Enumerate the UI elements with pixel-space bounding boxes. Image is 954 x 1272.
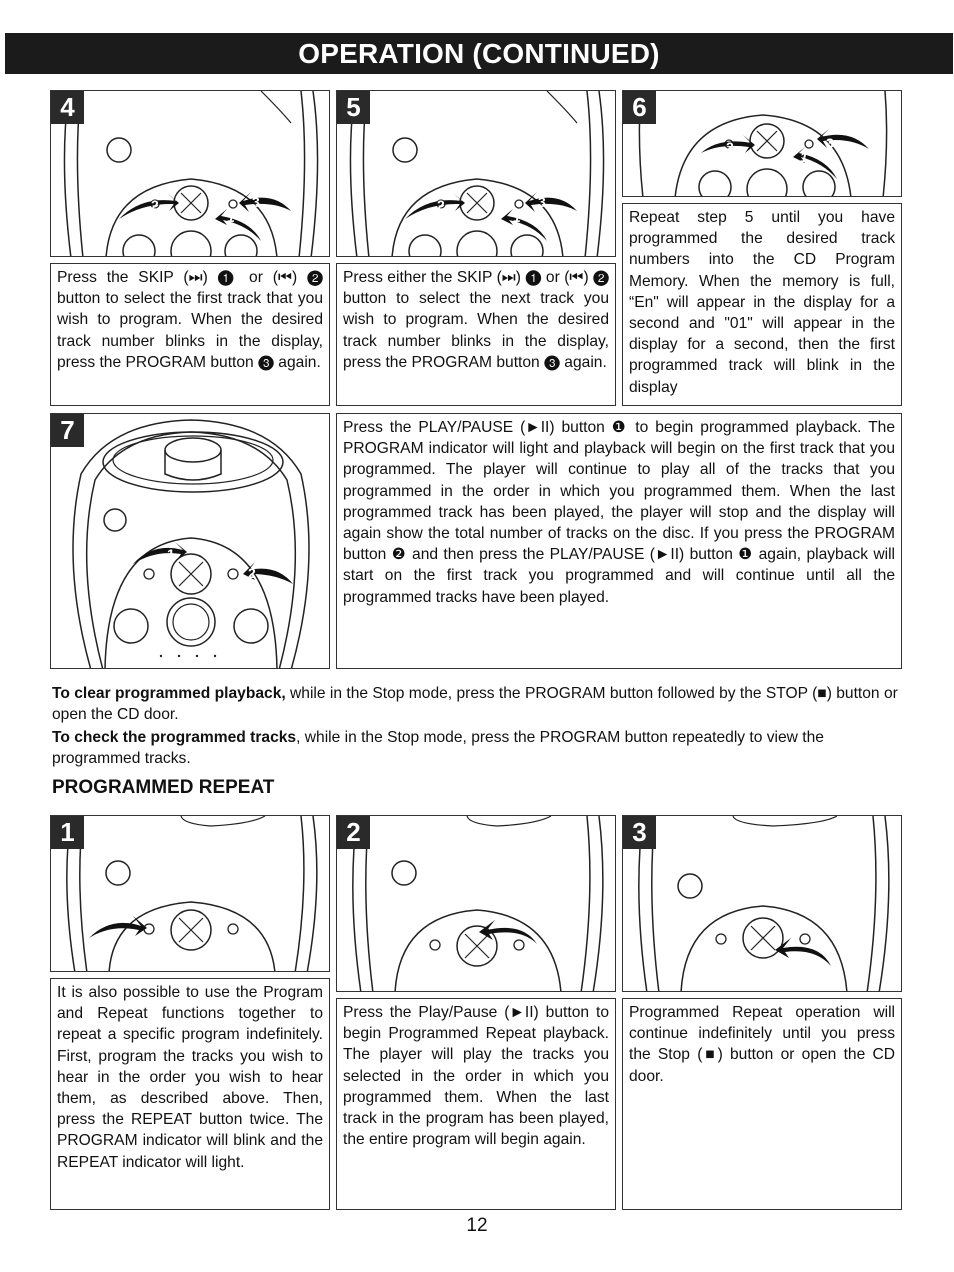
step-number: 3 [623,816,656,849]
callout-label: 2 [726,139,734,155]
repeat-step-3-text: Programmed Repeat operation will continue indefinitely until you press the Stop (■) button or open the CD door. [622,998,902,1210]
note-heading: To check the programmed tracks [52,729,297,746]
section-title: PROGRAMMED REPEAT [52,777,275,798]
page-title: OPERATION (CONTINUED) [5,33,953,74]
cd-player-illustration [51,816,330,972]
callout-label: 2 [248,565,256,581]
page-number: 12 [466,1215,488,1236]
step-4-text: Press the SKIP (⏭) ❶ or (⏮) ❷ button to select the first track that you wish to program. When the desired track number blinks in the display, press the PROGRAM button ❸ again. [50,263,330,406]
step-number: 7 [51,414,84,447]
cd-player-illustration [51,91,330,257]
step-7-text: Press the PLAY/PAUSE (►II) button ❶ to begin programmed playback. The PROGRAM indicator will light and playback will begin on the first track that you programmed. The player will continue to play all of the tracks that you programmed in the order in which you programmed them. When the last programmed track has been played, the player will stop and the display will again show the total number of tracks on the disc. If you press the PROGRAM button ❷ and then press the PLAY/PAUSE (►II) button ❶ again, playback will start on the first track you programmed and will continue until all the programmed tracks have been played. [336,413,902,669]
step-number: 2 [337,816,370,849]
repeat-step-1-illustration [50,815,330,972]
note-text: while in the Stop mode, press the PROGRAM button followed by the STOP (■) button or open the CD door. [52,685,898,723]
repeat-step-3-illustration [622,815,902,992]
step-5-illustration [336,90,616,257]
callout-label: 2 [151,197,159,213]
cd-player-illustration [623,816,902,992]
step-number: 6 [623,91,656,124]
step-number: 5 [337,91,370,124]
step-number: 1 [51,816,84,849]
note-text: , while in the Stop mode, press the PROGRAM button repeatedly to view the programmed tracks. [52,729,824,767]
repeat-step-1-text: It is also possible to use the Program and Repeat functions together to repeat a specific program indefinitely. First, program the tracks you wish to hear in the order you wish to hear them, as described above. Then, press the REPEAT button twice. The PROGRAM indicator will blink and the REPEAT indicator will light. [50,978,330,1210]
callout-label: 1 [800,149,808,165]
step-7-illustration [50,413,330,669]
callout-label: 3 [826,135,834,151]
step-4-illustration [50,90,330,257]
callout-label: 1 [227,209,235,225]
callout-label: 3 [538,194,546,210]
step-6-illustration [622,90,902,197]
clear-program-note [52,683,902,725]
cd-player-illustration [337,816,616,992]
cd-player-illustration [337,91,616,257]
repeat-step-2-text: Press the Play/Pause (►II) button to begin Programmed Repeat playback. The player will play the tracks you selected in the order in which you programmed them. When the last track in the program has been played, the entire program will begin again. [336,998,616,1210]
cd-player-illustration [623,91,902,197]
callout-label: 1 [513,209,521,225]
callout-label: 3 [252,194,260,210]
callout-label: 1 [167,546,175,562]
cd-player-illustration [51,414,330,669]
step-6-text: Repeat step 5 until you have programmed the desired track numbers into the CD Program Memory. When the memory is full, “En" will appear in the display for a second and "01" will appear in the display for a second, then the first programmed track will blink in the display [622,203,902,406]
step-number: 4 [51,91,84,124]
check-program-note [52,727,902,769]
repeat-step-2-illustration [336,815,616,992]
note-heading: To clear programmed playback, [52,685,286,702]
step-5-text: Press either the SKIP (⏭) ❶ or (⏮) ❷ button to select the next track you wish to program. When the desired track number blinks in the display, press the PROGRAM button ❸ again. [336,263,616,406]
callout-label: 2 [437,197,445,213]
